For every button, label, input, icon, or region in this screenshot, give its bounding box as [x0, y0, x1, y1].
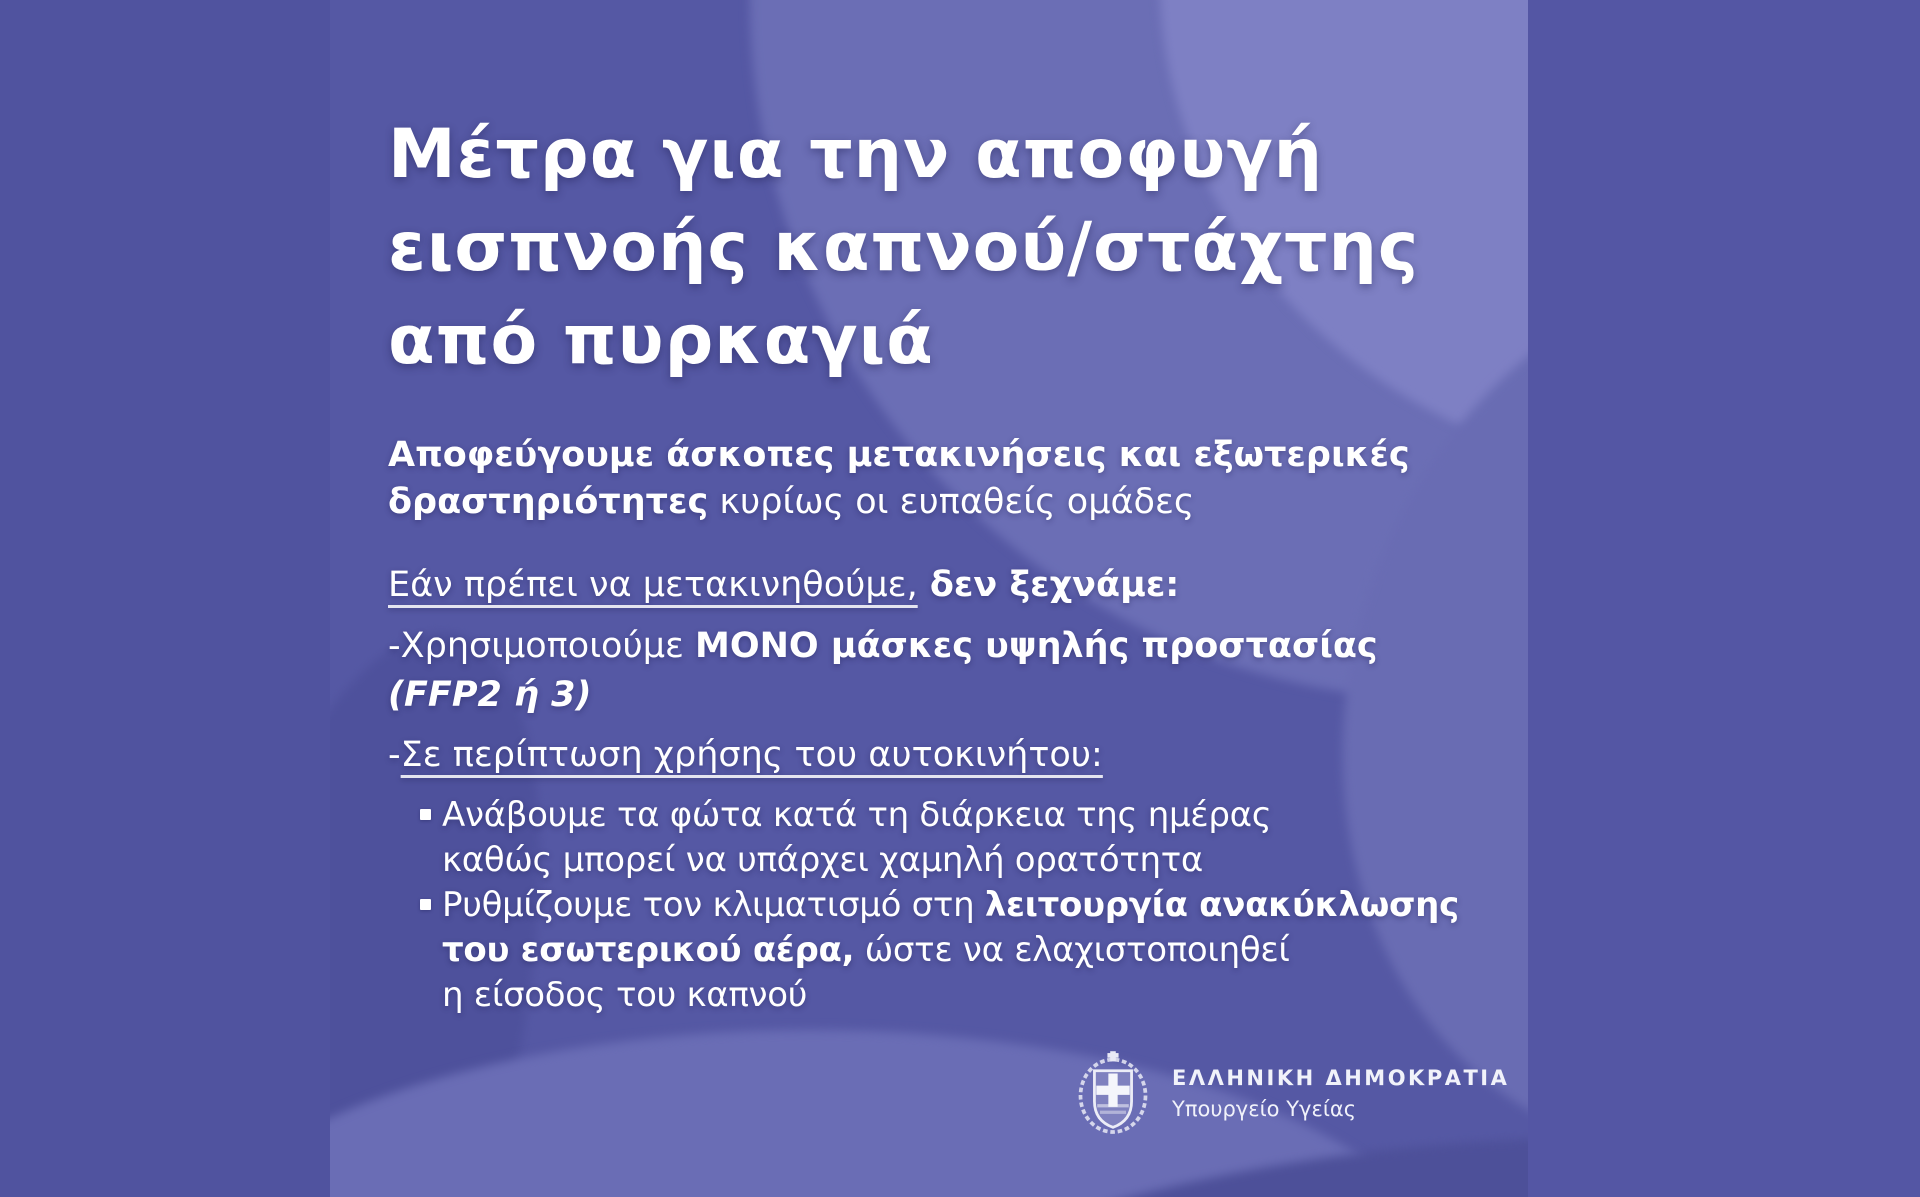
bullet2-line-2: [442, 928, 1459, 973]
mask-rule: [388, 622, 1378, 720]
title-line-1: Μέτρα για την αποφυγή: [388, 115, 1324, 194]
intro-line1-bold: Αποφεύγουμε άσκοπες μετακινήσεις και εξωτερικές: [388, 435, 1410, 475]
car-rule-underlined: Σε περίπτωση χρήσης του αυτοκινήτου:: [400, 735, 1103, 775]
car-rule-dash: -: [388, 735, 401, 775]
department-label: Υπουργείο Υγείας: [1172, 1096, 1357, 1121]
bullet2-line2-bold: του εσωτερικού αέρα,: [442, 930, 855, 970]
mask-rule-regular: -Χρησιμοποιούμε: [388, 626, 696, 666]
bullet2-line1-bold: λειτουργία ανακύκλωσης: [984, 885, 1459, 925]
mask-rule-line-1: [388, 622, 1378, 671]
bullet1-line-2: καθώς μπορεί να υπάρχει χαμηλή ορατότητα: [442, 840, 1204, 880]
poster-title: [388, 108, 1419, 387]
mask-rule-ffp2: (FFP2 ή 3): [388, 675, 592, 715]
ministry-text-block: [1172, 1066, 1509, 1121]
bullet2-line-1: [442, 883, 1459, 928]
bullet1-line-1: Ανάβουμε τα φώτα κατά τη διάρκεια της ημέρας: [442, 795, 1272, 835]
mask-rule-line-2: [388, 671, 1378, 720]
ministry-signature: [1074, 1050, 1509, 1136]
intro-line2-regular: κυρίως οι ευπαθείς ομάδες: [708, 482, 1195, 522]
reminder-line: [388, 562, 1179, 609]
poster-artboard: [330, 0, 1528, 1197]
intro-line-1: [388, 432, 1410, 479]
bullet2-line-3: η είσοδος του καπνού: [442, 975, 808, 1015]
car-tips-list: [420, 793, 1459, 1018]
title-line-2: εισπνοής καπνού/στάχτης: [388, 208, 1420, 287]
bullet2-line2-regular: ώστε να ελαχιστοποιηθεί: [854, 930, 1290, 970]
intro-paragraph: [388, 432, 1410, 526]
intro-line2-bold: δραστηριότητες: [388, 482, 709, 522]
bullet-square-icon: [420, 899, 431, 910]
title-line-3: από πυρκαγιά: [388, 301, 934, 380]
reminder-bold: δεν ξεχνάμε:: [917, 565, 1180, 605]
bullet-square-icon: [420, 809, 431, 820]
org-name-label: ΕΛΛΗΝΙΚΗ ΔΗΜΟΚΡΑΤΙΑ: [1172, 1065, 1510, 1090]
intro-line-2: [388, 479, 1410, 526]
bullet2-line1-regular: Ρυθμίζουμε τον κλιματισμό στη: [442, 885, 985, 925]
greek-coat-of-arms-icon: [1074, 1050, 1152, 1136]
reminder-underlined: Εάν πρέπει να μετακινηθούμε,: [388, 565, 918, 605]
list-item-lights: [420, 793, 1459, 883]
car-rule-line: [388, 732, 1103, 779]
list-item-recirculation: [420, 883, 1459, 1018]
mask-rule-bold: ΜΟΝΟ μάσκες υψηλής προστασίας: [695, 626, 1378, 666]
